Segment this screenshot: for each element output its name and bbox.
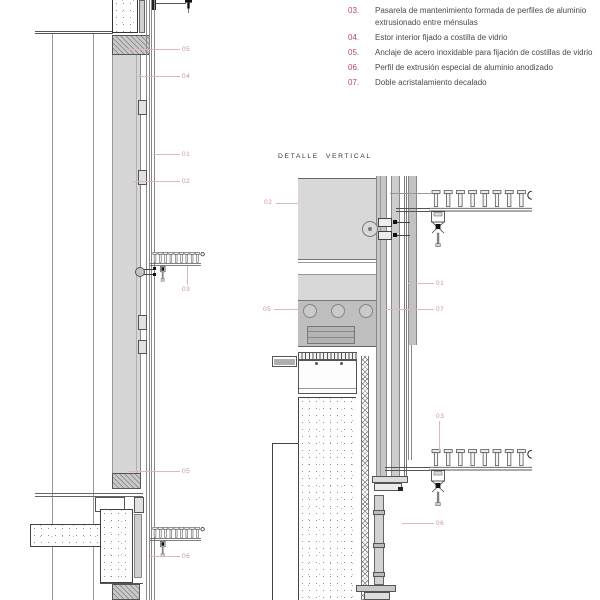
legend-label: Doble acristalamiento decalado xyxy=(375,77,487,87)
walkway-detail-bottom-right xyxy=(429,449,535,509)
legend-label: Perfil de extrusión especial de aluminio anodizado xyxy=(375,62,553,72)
anchor-plate-2 xyxy=(378,231,392,240)
rib-hatch-cap-bottom xyxy=(112,473,141,489)
glazing-line-1 xyxy=(146,0,147,600)
support-inner-line xyxy=(299,388,356,389)
duct-inner xyxy=(274,359,295,365)
rib-anchor-circle xyxy=(135,267,145,277)
estor-roller-2 xyxy=(331,304,345,318)
legend-label: Pasarela de mantenimiento formada de perfiles de aluminio extrusionado entre ménsulas xyxy=(375,6,587,27)
estor-housing-line-1 xyxy=(308,331,354,332)
anchor-plate-1 xyxy=(378,218,392,227)
mullion-mark-2 xyxy=(373,543,385,548)
outer-cap-strip xyxy=(408,176,417,345)
support-bolt-2 xyxy=(340,362,343,365)
splice-profile-3 xyxy=(138,315,147,330)
concrete-wall xyxy=(298,397,356,600)
walkway-detail-mid xyxy=(150,252,206,288)
glazing-line-3 xyxy=(151,0,152,600)
walkway-detail-top-right xyxy=(429,190,535,250)
callout-06: 06 xyxy=(182,552,191,560)
splice-profile-5 xyxy=(134,497,144,513)
leader-04 xyxy=(138,76,180,77)
mullion-mark-3 xyxy=(373,572,385,577)
mullion-mark-1 xyxy=(373,510,385,515)
base-profile-2 xyxy=(364,592,390,600)
interior-line-1 xyxy=(52,33,53,600)
rail-ext-top-1 xyxy=(396,208,430,209)
legend-label: Anclaje de acero inoxidable para fijación de costillas de vidrio xyxy=(375,47,593,57)
callout-01: 01 xyxy=(182,150,191,158)
insulation-strip xyxy=(361,356,369,600)
estor-housing-line-2 xyxy=(308,337,354,338)
leader-01 xyxy=(153,154,180,155)
estor-housing xyxy=(307,326,355,344)
concrete-slab-top xyxy=(112,0,138,33)
callout-r-05: 05 xyxy=(263,306,272,313)
sill-profile-1 xyxy=(372,476,408,483)
callout-r-06: 06 xyxy=(436,520,445,527)
legend-label: Estor interior fijado a costilla de vidrio xyxy=(375,32,508,42)
wall-step-line-h xyxy=(272,443,298,444)
ceiling-line xyxy=(35,31,113,35)
leader-05-bottom xyxy=(128,471,180,472)
splice-profile-4 xyxy=(138,340,147,354)
rib-hatch-cap-top xyxy=(112,35,150,55)
anchor-bolt-shaft-a xyxy=(397,222,410,223)
top-tie-line xyxy=(156,3,186,4)
leader-r-05 xyxy=(274,309,298,310)
legend-item-03 xyxy=(348,5,594,28)
leader-05-top xyxy=(125,49,180,50)
callout-04: 04 xyxy=(182,72,191,80)
splice-profile-2 xyxy=(138,170,147,185)
legend-number: 07. xyxy=(348,77,360,87)
top-anchor-bolt-icon xyxy=(185,0,195,14)
outer-pane-line-1 xyxy=(408,345,409,460)
bracket-tie-line xyxy=(390,193,431,194)
anchor-circle-core xyxy=(368,227,372,231)
callout-r-07: 07 xyxy=(436,306,445,313)
leader-02 xyxy=(133,181,180,182)
rail-ext-bot-1 xyxy=(385,467,430,468)
lower-glass-panel xyxy=(298,275,378,300)
legend-item-07 xyxy=(348,77,594,89)
concrete-slab-bottom xyxy=(100,509,133,583)
legend-number: 03. xyxy=(348,6,360,15)
rib-inner-line xyxy=(136,55,137,473)
rib-hatch-next-section xyxy=(112,584,140,600)
walkway-detail-bottom xyxy=(150,527,206,563)
support-bolt-1 xyxy=(315,362,318,365)
detail-title: DETALLE VERTICAL xyxy=(278,153,372,160)
leader-r-07 xyxy=(385,309,434,310)
callout-r-02: 02 xyxy=(264,199,273,206)
glazing-line-4 xyxy=(154,0,155,600)
legend-number: 04. xyxy=(348,32,360,42)
estor-roller-3 xyxy=(359,304,373,318)
callout-r-03: 03 xyxy=(436,413,445,420)
concrete-slab-arm xyxy=(30,524,100,547)
sill-gasket-black xyxy=(398,487,403,491)
legend xyxy=(348,5,594,92)
panel-joint-line-1 xyxy=(298,262,378,263)
rail-ext-top-2 xyxy=(396,211,430,212)
outer-pane-line-2 xyxy=(411,345,412,460)
callout-02: 02 xyxy=(182,177,191,185)
leader-r-02 xyxy=(276,203,298,204)
legend-item-05 xyxy=(348,47,594,59)
glazing-line-2 xyxy=(149,0,150,600)
panel-joint-line-2 xyxy=(298,274,378,275)
grating-band xyxy=(298,352,357,360)
support-box xyxy=(298,360,357,394)
interior-line-2 xyxy=(93,33,94,600)
base-profile-1 xyxy=(356,585,396,592)
leader-r-01 xyxy=(408,283,434,284)
upper-glass-panel xyxy=(298,178,378,260)
floor-line-pair xyxy=(35,493,143,497)
leader-r-03 xyxy=(439,421,440,450)
legend-number: 05. xyxy=(348,47,360,57)
wall-step-line-v xyxy=(272,443,273,600)
callout-r-01: 01 xyxy=(436,280,445,287)
legend-number: 06. xyxy=(348,62,360,72)
glazing-profile-strip xyxy=(134,514,142,578)
top-mullion-profile xyxy=(139,0,145,33)
leader-03 xyxy=(187,266,188,285)
callout-05-top: 05 xyxy=(182,45,191,53)
callout-03: 03 xyxy=(182,286,191,293)
leader-r-06 xyxy=(402,523,434,524)
leader-06 xyxy=(150,556,180,557)
legend-item-06 xyxy=(348,62,594,74)
callout-05-bottom: 05 xyxy=(182,467,191,475)
anchor-bolt-shaft-b xyxy=(397,235,410,236)
rail-ext-bot-2 xyxy=(385,470,430,471)
glass-rib-band xyxy=(112,55,141,473)
legend-item-04 xyxy=(348,32,594,44)
estor-roller-1 xyxy=(303,304,317,318)
splice-profile-1 xyxy=(138,100,147,115)
